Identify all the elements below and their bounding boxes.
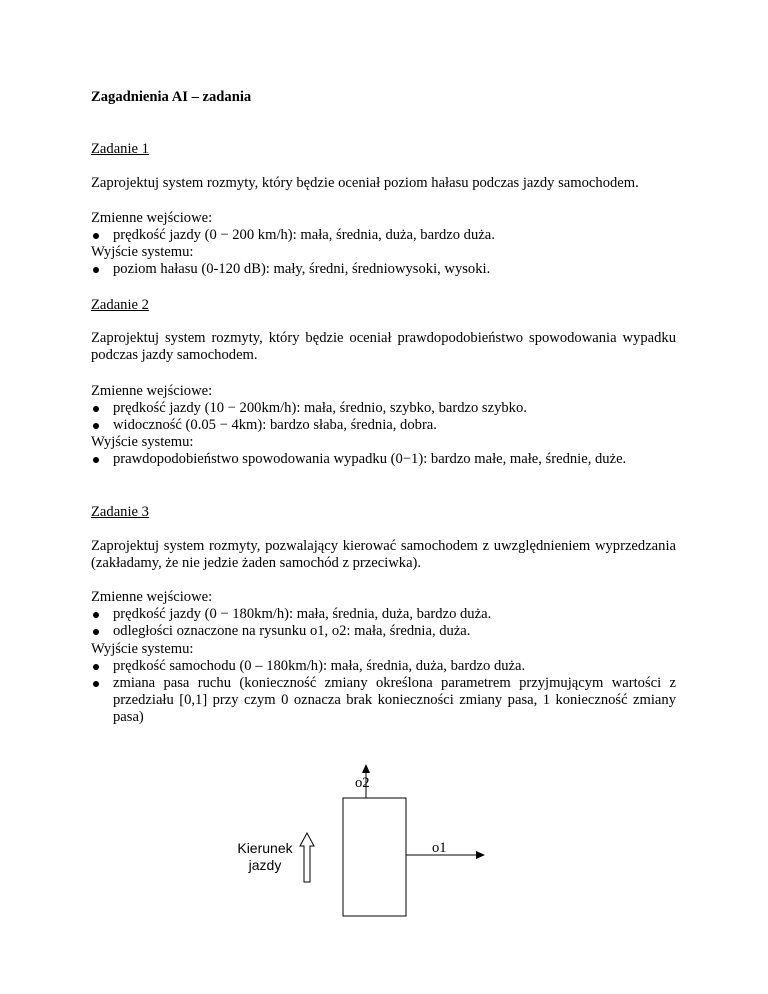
o2-arrow-head-icon xyxy=(362,764,370,773)
list-item: prędkość samochodu (0 – 180km/h): mała, średnia, duża, bardzo duża. xyxy=(91,658,676,675)
task1-inputs xyxy=(91,210,676,244)
task2-inputs xyxy=(91,383,676,434)
bullet-icon xyxy=(93,233,99,239)
list-item: prawdopodobieństwo spowodowania wypadku (0−1): bardzo małe, małe, średnie, duże. xyxy=(91,451,676,468)
document-title: Zagadnienia AI – zadania xyxy=(91,89,252,105)
task1-outputs xyxy=(91,244,676,278)
task3-inputs-label: Zmienne wejściowe: xyxy=(91,589,213,605)
bullet-icon xyxy=(93,457,99,463)
task2-outputs-label: Wyjście systemu: xyxy=(91,434,194,450)
task1-outputs-label: Wyjście systemu: xyxy=(91,244,194,260)
list-item: prędkość jazdy (0 − 180km/h): mała, średnia, duża, bardzo duża. xyxy=(91,606,676,623)
task1-heading: Zadanie 1 xyxy=(91,141,149,157)
bullet-icon xyxy=(93,406,99,412)
task2-inputs-label: Zmienne wejściowe: xyxy=(91,383,213,399)
task3-heading: Zadanie 3 xyxy=(91,504,149,520)
task1-intro: Zaprojektuj system rozmyty, który będzie oceniał poziom hałasu podczas jazdy samochodem. xyxy=(91,175,639,191)
o1-arrow-head-icon xyxy=(476,851,485,859)
task2-intro: Zaprojektuj system rozmyty, który będzie oceniał prawdopodobieństwo spowodowania wypadku podczas jazdy samochodem. xyxy=(91,330,676,363)
direction-label-line2: jazdy xyxy=(248,857,282,873)
bullet-icon xyxy=(93,423,99,429)
list-item: poziom hałasu (0-120 dB): mały, średni, średniowysoki, wysoki. xyxy=(91,261,676,278)
bullet-icon xyxy=(93,612,99,618)
bullet-icon xyxy=(93,681,99,687)
list-item: odległości oznaczone na rysunku o1, o2: mała, średnia, duża. xyxy=(91,623,676,640)
task2-heading: Zadanie 2 xyxy=(91,297,149,313)
direction-label-line1: Kierunek xyxy=(237,840,293,856)
task1-inputs-label: Zmienne wejściowe: xyxy=(91,210,213,226)
task2-outputs xyxy=(91,434,676,468)
list-item: prędkość jazdy (0 − 200 km/h): mała, średnia, duża, bardzo duża. xyxy=(91,227,676,244)
list-item: prędkość jazdy (10 − 200km/h): mała, średnio, szybko, bardzo szybko. xyxy=(91,400,676,417)
bullet-icon xyxy=(93,267,99,273)
o1-label: o1 xyxy=(432,840,447,856)
task3-intro: Zaprojektuj system rozmyty, pozwalający kierować samochodem z uwzględnieniem wyprzedzania (zakładamy, że nie jedzie żaden samochód z przeciwka). xyxy=(91,538,676,571)
direction-label xyxy=(225,840,305,874)
o2-label: o2 xyxy=(355,775,370,791)
bullet-icon xyxy=(93,664,99,670)
car-box xyxy=(343,798,406,916)
bullet-icon xyxy=(93,629,99,635)
list-item: zmiana pasa ruchu (konieczność zmiany określona parametrem przyjmującym wartości z przedziału [0,1] przy czym 0 oznacza brak konieczności zmiany pasa, 1 konieczność zmiany pasa) xyxy=(91,675,676,726)
task3-inputs xyxy=(91,589,676,640)
list-item: widoczność (0.05 − 4km): bardzo słaba, średnia, dobra. xyxy=(91,417,676,434)
task3-outputs-label: Wyjście systemu: xyxy=(91,641,194,657)
task3-outputs xyxy=(91,641,676,726)
